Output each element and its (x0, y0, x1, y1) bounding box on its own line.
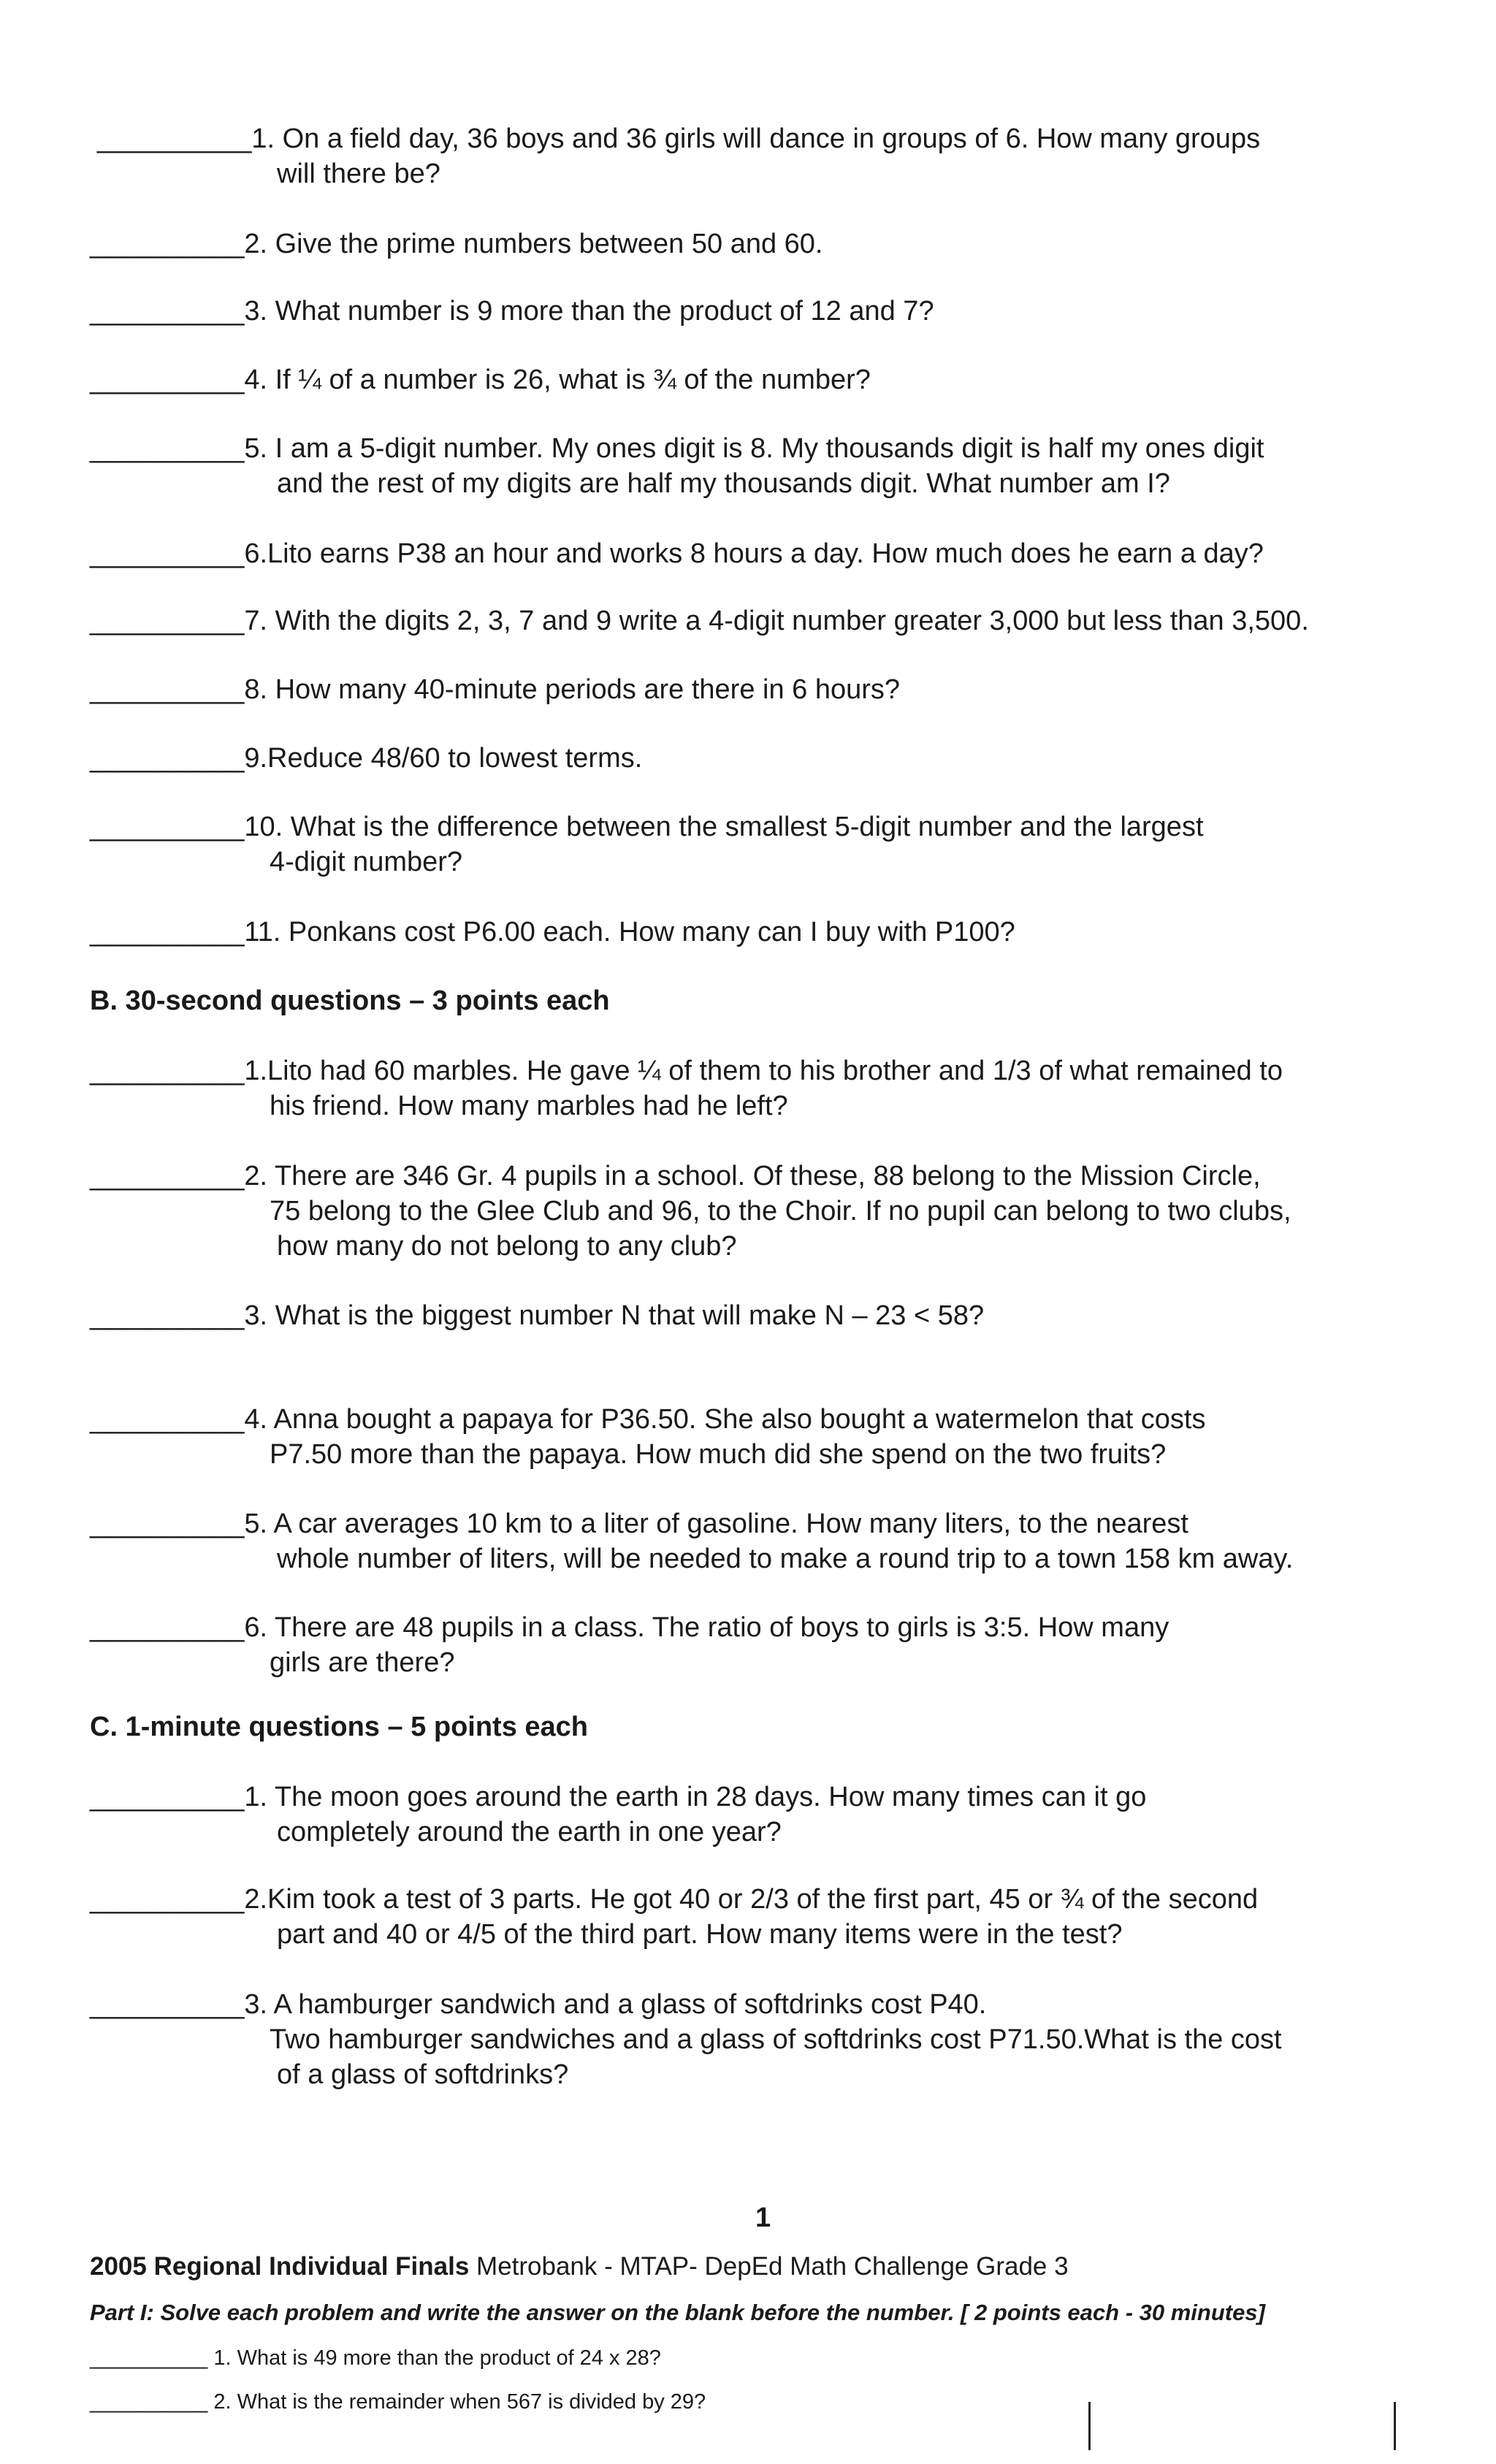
answer-blank[interactable]: __________ (90, 674, 245, 705)
question-a8 (90, 672, 900, 707)
question-text-continued: and the rest of my digits are half my thousands digit. What number am I? (277, 468, 1170, 499)
question-a2 (90, 226, 823, 262)
question-a3 (90, 294, 934, 329)
question-b6 (90, 1610, 1169, 1680)
question-b3 (90, 1298, 984, 1333)
question-text: 10. What is the difference between the smallest 5-digit number and the largest (244, 812, 1204, 842)
answer-blank[interactable]: __________ (90, 538, 245, 569)
question-b4 (90, 1402, 1205, 1472)
answer-blank[interactable]: __________ (90, 812, 245, 842)
question-text: 8. How many 40-minute periods are there in 6 hours? (244, 674, 901, 705)
question-text-continued: completely around the earth in one year? (277, 1817, 782, 1847)
question-a7 (90, 603, 1309, 638)
question-text: 2. There are 346 Gr. 4 pupils in a school. Of these, 88 belong to the Mission Circle, (244, 1161, 1261, 1191)
question-text-continued: whole number of liters, will be needed to make a round trip to a town 158 km away. (277, 1544, 1294, 1574)
question-text-continued: of a glass of softdrinks? (277, 2059, 569, 2090)
answer-blank[interactable]: __________ (90, 606, 245, 636)
question-text: 2.Kim took a test of 3 parts. He got 40 or 2/3 of the first part, 45 or ¾ of the second (244, 1884, 1259, 1915)
question-a5 (90, 431, 1264, 501)
question-text: 4. If ¼ of a number is 26, what is ¾ of the number? (244, 365, 871, 395)
question-text: 3. What number is 9 more than the product of 12 and 7? (244, 296, 934, 327)
question-text: 2. Give the prime numbers between 50 and 60. (244, 229, 823, 259)
answer-blank[interactable]: __________ (90, 1300, 245, 1331)
question-a1 (97, 121, 1260, 191)
answer-blank[interactable]: __________ (90, 296, 245, 327)
section-b-heading: B. 30-second questions – 3 points each (90, 985, 610, 1016)
question-text: 4. Anna bought a papaya for P36.50. She also bought a watermelon that costs (244, 1404, 1206, 1435)
answer-blank[interactable]: __________ (90, 433, 245, 464)
question-a9 (90, 741, 642, 776)
question-text: 5. I am a 5-digit number. My ones digit is 8. My thousands digit is half my ones digit (244, 433, 1264, 464)
answer-blank[interactable]: __________ (97, 123, 252, 154)
question-b1 (90, 1053, 1283, 1124)
vertical-divider-left (1088, 2402, 1091, 2450)
answer-blank[interactable]: __________ (90, 1884, 245, 1915)
question-text: 1. What is 49 more than the product of 24 x 28? (207, 2346, 661, 2370)
answer-blank[interactable]: __________ (90, 743, 245, 774)
answer-blank[interactable]: __________ (90, 365, 245, 395)
answer-blank[interactable]: __________ (90, 229, 245, 259)
question-text-continued: P7.50 more than the papaya. How much did she spend on the two fruits? (270, 1439, 1167, 1470)
question-text: 2. What is the remainder when 567 is divided by 29? (207, 2390, 706, 2414)
question-text-continued: his friend. How many marbles had he left? (270, 1091, 788, 1121)
question-b5 (90, 1506, 1293, 1576)
answer-blank[interactable]: __________ (90, 1989, 245, 2020)
question-text-continued: how many do not belong to any club? (277, 1231, 737, 1262)
question-a11 (90, 915, 1015, 950)
question-c3 (90, 1987, 1282, 2092)
question-text-continued: girls are there? (270, 1647, 455, 1678)
question-a6 (90, 536, 1264, 571)
next-page-title (90, 2252, 1069, 2281)
question-text: 6. There are 48 pupils in a class. The ratio of boys to girls is 3:5. How many (244, 1612, 1169, 1643)
part-instructions: Part I: Solve each problem and write the answer on the blank before the number. [ 2 points each - 30 minutes] (90, 2300, 1265, 2325)
question-text: 6.Lito earns P38 an hour and works 8 hours a day. How much does he earn a day? (244, 538, 1264, 569)
part1-question-2 (90, 2390, 706, 2414)
vertical-divider-right (1394, 2402, 1396, 2450)
question-text: 7. With the digits 2, 3, 7 and 9 write a 4-digit number greater 3,000 but less than 3,500. (244, 606, 1309, 636)
question-text: 1.Lito had 60 marbles. He gave ¼ of them to his brother and 1/3 of what remained to (244, 1056, 1283, 1086)
title-bold: 2005 Regional Individual Finals (90, 2252, 470, 2281)
answer-blank[interactable]: __________ (90, 1404, 245, 1435)
question-text-continued: 75 belong to the Glee Club and 96, to the Choir. If no pupil can belong to two clubs, (270, 1196, 1291, 1227)
answer-blank[interactable]: __________ (90, 1508, 245, 1539)
question-text: 9.Reduce 48/60 to lowest terms. (244, 743, 643, 774)
answer-blank[interactable]: __________ (90, 2390, 208, 2414)
answer-blank[interactable]: __________ (90, 2346, 208, 2370)
title-rest: Metrobank - MTAP- DepEd Math Challenge Grade 3 (469, 2252, 1069, 2281)
answer-blank[interactable]: __________ (90, 1056, 245, 1086)
answer-blank[interactable]: __________ (90, 1161, 245, 1191)
question-text-continued: will there be? (277, 159, 440, 189)
question-a10 (90, 809, 1204, 880)
answer-blank[interactable]: __________ (90, 917, 245, 947)
question-text: 3. A hamburger sandwich and a glass of softdrinks cost P40. (244, 1989, 987, 2020)
question-b2 (90, 1159, 1291, 1264)
question-text: 5. A car averages 10 km to a liter of gasoline. How many liters, to the nearest (244, 1508, 1188, 1539)
question-a4 (90, 362, 871, 397)
question-text-continued: Two hamburger sandwiches and a glass of softdrinks cost P71.50.What is the cost (270, 2024, 1282, 2055)
section-c-heading: C. 1-minute questions – 5 points each (90, 1712, 589, 1742)
question-c1 (90, 1780, 1146, 1850)
part1-question-1 (90, 2346, 661, 2370)
page-number: 1 (755, 2202, 771, 2233)
answer-blank[interactable]: __________ (90, 1612, 245, 1643)
question-c2 (90, 1882, 1258, 1952)
question-text: 1. On a field day, 36 boys and 36 girls will dance in groups of 6. How many groups (251, 123, 1261, 154)
question-text: 1. The moon goes around the earth in 28 days. How many times can it go (244, 1782, 1147, 1812)
question-text-continued: 4-digit number? (270, 847, 463, 877)
question-text: 11. Ponkans cost P6.00 each. How many can I buy with P100? (244, 917, 1015, 947)
answer-blank[interactable]: __________ (90, 1782, 245, 1812)
question-text-continued: part and 40 or 4/5 of the third part. How many items were in the test? (277, 1919, 1123, 1950)
question-text: 3. What is the biggest number N that will make N – 23 < 58? (244, 1300, 985, 1331)
